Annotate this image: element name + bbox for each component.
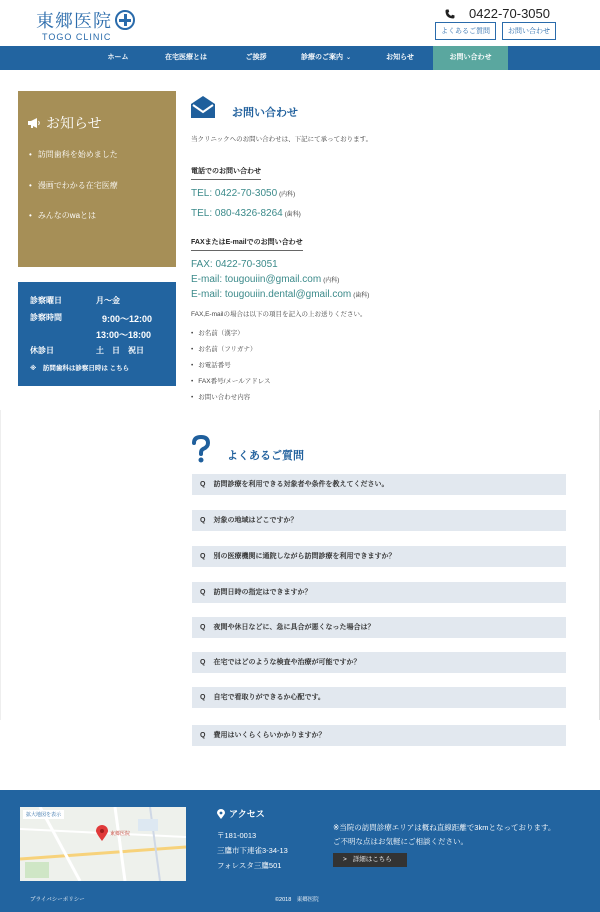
access-title xyxy=(217,807,265,820)
address-line: 〒181-0013 xyxy=(217,831,257,840)
map-enlarge-link[interactable]: 拡大地図を表示 xyxy=(23,810,64,819)
tel-number: TEL: 0422-70-3050 xyxy=(191,188,278,199)
faq-question[interactable] xyxy=(192,474,566,495)
faq-question-text: 費用はいくらくらいかかりますか？ xyxy=(213,732,326,739)
hours-value: 13:00〜18:00 xyxy=(96,330,152,340)
news-title-label: お知らせ xyxy=(46,115,102,131)
hours-label: 診察時間 xyxy=(30,313,62,322)
address-line: 三鷹市下連雀3-34-13 xyxy=(217,846,288,855)
megaphone-icon xyxy=(27,117,41,129)
copyright: ©2018 東郷医院 xyxy=(275,897,319,903)
list-item: • お電話番号 xyxy=(191,360,231,369)
nav-item-services[interactable] xyxy=(298,46,354,70)
list-item: • お名前（フリガナ） xyxy=(191,344,256,353)
access-title-label: アクセス xyxy=(229,809,265,819)
divider xyxy=(0,410,1,720)
faq-question-text: 在宅ではどのような検査や治療が可能ですか？ xyxy=(213,659,361,666)
dental-hours-link[interactable]: ※ 訪問歯科は診察日時は こちら xyxy=(30,365,130,372)
phone-icon xyxy=(445,9,455,19)
hours-label: 休診日 xyxy=(30,346,54,355)
area-note: ご不明な点はお気軽にご相談ください。 xyxy=(333,837,468,846)
area-note: ※当院の訪問診療エリアは概ね直線距離で3kmとなっております。 xyxy=(333,823,556,832)
nav-item-contact[interactable]: お問い合わせ xyxy=(433,46,508,70)
faq-header-button[interactable]: よくあるご質問 xyxy=(435,22,496,40)
faq-title: よくあるご質問 xyxy=(227,450,304,462)
nav-item-news[interactable]: お知らせ xyxy=(386,54,414,61)
q-label: Q xyxy=(200,624,206,631)
site-footer xyxy=(0,790,600,912)
faq-question-text: 訪問診療を利用できる対象者や条件を教えてください。 xyxy=(213,481,389,488)
hours-value: 月〜金 xyxy=(96,296,120,305)
nav-item-services-label: 診療のご案内 xyxy=(301,54,343,61)
contact-title: お問い合わせ xyxy=(232,107,298,119)
tel-note: (内科) xyxy=(279,192,296,198)
q-label: Q xyxy=(200,589,206,596)
email-address: E-mail: tougouiin.dental@gmail.com xyxy=(191,289,352,300)
email-internal[interactable] xyxy=(191,274,339,285)
q-label: Q xyxy=(200,517,206,524)
faq-question-text: 対象の地域はどこですか？ xyxy=(213,517,298,524)
list-item: • FAX番号/メールアドレス xyxy=(191,376,271,385)
logo-title: 東郷医院 xyxy=(36,11,112,32)
q-label: Q xyxy=(200,732,206,739)
nav-item-home-care[interactable]: 在宅医療とは xyxy=(165,54,207,61)
faq-question[interactable] xyxy=(192,725,566,746)
nav-item-greeting[interactable]: ご挨拶 xyxy=(245,54,267,61)
contact-intro: 当クリニックへのお問い合わせは、下記にて承っております。 xyxy=(191,136,373,143)
hours-label: 診察曜日 xyxy=(30,296,62,305)
tel-dental[interactable] xyxy=(191,208,301,219)
tel-internal[interactable] xyxy=(191,188,295,199)
hours-value: 9:00〜12:00 xyxy=(102,314,153,324)
email-address: E-mail: tougouiin@gmail.com xyxy=(191,274,322,285)
envelope-icon xyxy=(190,95,216,119)
q-label: Q xyxy=(200,481,206,488)
details-button[interactable] xyxy=(333,853,407,867)
q-label: Q xyxy=(200,659,206,666)
question-mark-icon xyxy=(190,435,212,463)
address-line: フォレスタ三鷹501 xyxy=(217,861,282,870)
email-note: (内科) xyxy=(323,278,340,284)
logo[interactable] xyxy=(36,7,135,42)
nav-item-home[interactable]: ホーム xyxy=(107,54,129,61)
q-label: Q xyxy=(200,553,206,560)
tel-number: TEL: 080-4326-8264 xyxy=(191,208,283,219)
site-header xyxy=(0,0,600,46)
faq-question-text: 自宅で看取りができるか心配です。 xyxy=(213,694,325,701)
phone-heading: 電話でのお問い合わせ xyxy=(191,166,261,180)
news-item[interactable]: • 漫画でわかる在宅医療 xyxy=(29,180,118,191)
faq-question-text: 訪問日時の指定はできますか？ xyxy=(213,589,312,596)
email-dental[interactable] xyxy=(191,289,369,300)
hours-value: 土 日 祝日 xyxy=(96,346,144,355)
tel-note: (歯科) xyxy=(284,212,301,218)
privacy-policy-link[interactable]: プライバシーポリシー xyxy=(30,897,85,903)
details-button-label: 詳細はこちら xyxy=(352,856,392,863)
faq-question-text: 夜間や休日などに、急に具合が悪くなった場合は？ xyxy=(213,624,375,631)
map[interactable] xyxy=(20,807,186,881)
location-pin-icon xyxy=(217,809,225,819)
news-title xyxy=(27,113,102,133)
main-nav xyxy=(0,46,600,70)
list-item: • お問い合わせ内容 xyxy=(191,392,250,401)
fax-note: FAX,E-mailの場合は以下の項目を記入の上お送りください。 xyxy=(191,311,367,318)
map-pin-label: 東郷医院 xyxy=(110,831,131,837)
news-item[interactable]: • みんなのwaとは xyxy=(29,210,96,221)
medical-cross-icon xyxy=(115,10,135,30)
faq-question[interactable] xyxy=(192,617,566,638)
news-box xyxy=(18,91,176,267)
faq-question[interactable] xyxy=(192,652,566,673)
faq-question[interactable] xyxy=(192,510,566,531)
contact-header-button[interactable]: お問い合わせ xyxy=(502,22,556,40)
faq-question[interactable] xyxy=(192,687,566,708)
news-item[interactable]: • 訪問歯科を始めました xyxy=(29,149,118,160)
faq-question[interactable] xyxy=(192,582,566,603)
header-phone[interactable] xyxy=(445,6,550,21)
faq-question-text: 別の医療機関に通院しながら訪問診療を利用できますか？ xyxy=(213,553,396,560)
chevron-down-icon: ⌄ xyxy=(345,55,351,61)
chevron-right-icon: > xyxy=(343,856,347,863)
map-pin-icon xyxy=(96,825,108,841)
q-label: Q xyxy=(200,694,206,701)
fax-number: FAX: 0422-70-3051 xyxy=(191,259,278,270)
fax-email-heading: FAXまたはE-mailでのお問い合わせ xyxy=(191,237,303,251)
clinic-hours-box xyxy=(18,282,176,386)
faq-question[interactable] xyxy=(192,546,566,567)
header-phone-number: 0422-70-3050 xyxy=(469,6,550,21)
logo-subtitle: TOGO CLINIC xyxy=(42,32,112,42)
list-item: • お名前（漢字） xyxy=(191,328,244,337)
email-note: (歯科) xyxy=(353,293,370,299)
